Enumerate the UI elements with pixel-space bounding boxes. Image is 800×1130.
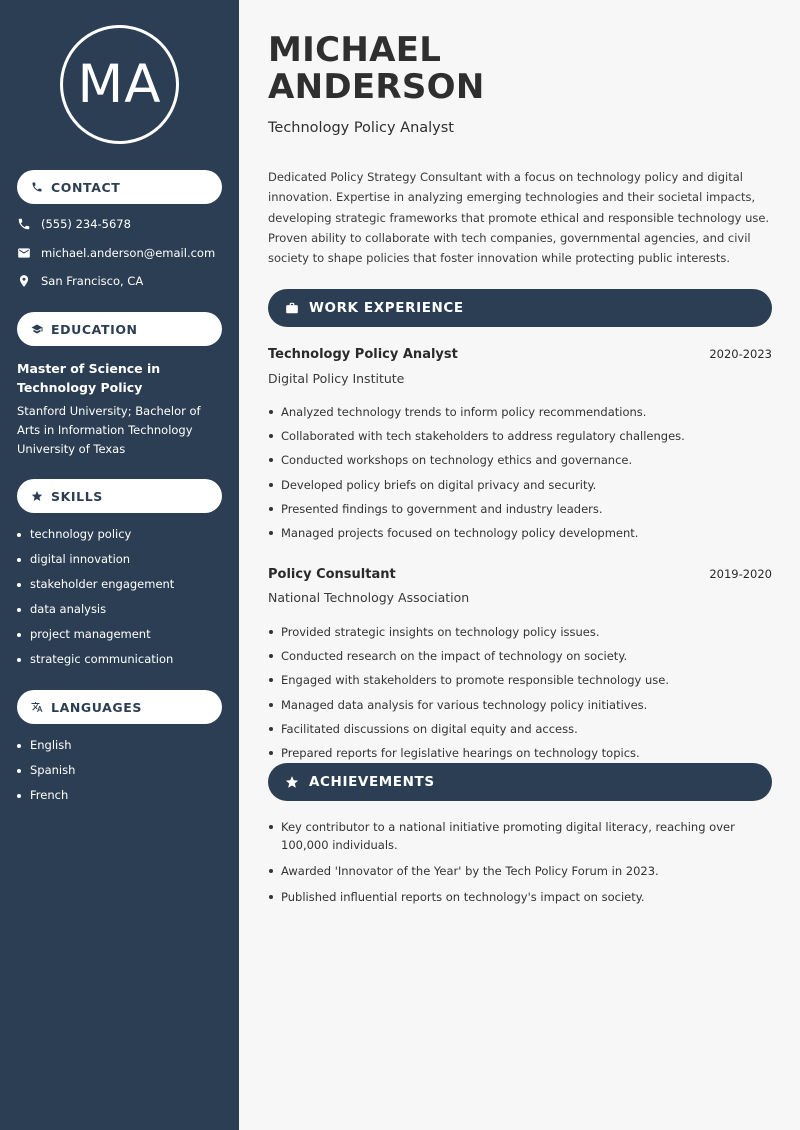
list-item: Key contributor to a national initiative promoting digital literacy, reaching over 100,000 individuals. xyxy=(268,818,772,854)
skills-heading xyxy=(17,479,222,513)
job-1-title: Technology Policy Analyst xyxy=(268,347,458,362)
skill-item: technology policy xyxy=(17,522,174,547)
job-2-dates: 2019-2020 xyxy=(709,567,772,581)
contact-phone xyxy=(17,217,131,231)
work-experience-heading xyxy=(268,289,772,327)
star-icon xyxy=(31,490,43,502)
email-text: michael.anderson@email.com xyxy=(41,246,216,260)
list-item: Engaged with stakeholders to promote responsible technology use. xyxy=(268,668,772,692)
location-text: San Francisco, CA xyxy=(41,274,144,288)
job-title-headline: Technology Policy Analyst xyxy=(268,120,454,136)
languages-heading xyxy=(17,690,222,724)
phone-text: (555) 234-5678 xyxy=(41,217,131,231)
list-item: Managed data analysis for various technology policy initiatives. xyxy=(268,693,772,717)
map-pin-icon xyxy=(17,274,31,288)
skill-item: data analysis xyxy=(17,597,174,622)
list-item: Conducted research on the impact of technology on society. xyxy=(268,644,772,668)
translate-icon xyxy=(31,701,43,713)
achievements-heading-label: ACHIEVEMENTS xyxy=(309,774,435,790)
achievements-heading xyxy=(268,763,772,801)
achievements-list xyxy=(268,818,772,914)
job-1-organization: Digital Policy Institute xyxy=(268,371,405,386)
list-item: Facilitated discussions on digital equity and access. xyxy=(268,717,772,741)
language-item: Spanish xyxy=(17,758,75,783)
star-icon xyxy=(285,775,299,789)
language-item: French xyxy=(17,783,75,808)
contact-location xyxy=(17,274,143,288)
language-item: English xyxy=(17,733,75,758)
skill-item: digital innovation xyxy=(17,547,174,572)
education-degree: Master of Science in Technology Policy xyxy=(17,361,161,395)
work-experience-heading-label: WORK EXPERIENCE xyxy=(309,300,464,316)
list-item: Presented findings to government and industry leaders. xyxy=(268,497,772,521)
list-item: Published influential reports on technology's impact on society. xyxy=(268,888,772,906)
list-item: Analyzed technology trends to inform policy recommendations. xyxy=(268,400,772,424)
phone-icon xyxy=(17,217,31,231)
skill-item: strategic communication xyxy=(17,647,174,672)
list-item: Managed projects focused on technology policy development. xyxy=(268,521,772,545)
list-item: Collaborated with tech stakeholders to address regulatory challenges. xyxy=(268,424,772,448)
envelope-icon xyxy=(17,246,31,260)
list-item: Developed policy briefs on digital privacy and security. xyxy=(268,473,772,497)
languages-heading-label: LANGUAGES xyxy=(51,699,143,715)
list-item: Prepared reports for legislative hearings on technology topics. xyxy=(268,741,772,765)
avatar-initials: MA xyxy=(60,25,179,144)
job-2-organization: National Technology Association xyxy=(268,590,470,605)
graduation-cap-icon xyxy=(31,323,43,335)
languages-list xyxy=(17,733,75,808)
list-item: Conducted workshops on technology ethics and governance. xyxy=(268,448,772,472)
last-name: ANDERSON xyxy=(268,67,485,107)
profile-summary: Dedicated Policy Strategy Consultant with a focus on technology policy and digital innovation. Expertise in analyzing emerging technologies and their societal impacts, developing strategic frameworks that promote ethical and responsible technology use. Proven ability to collaborate with tech companies, governmental agencies, and civil society to shape policies that foster innovation while protecting public interests. xyxy=(268,170,770,266)
first-name: MICHAEL xyxy=(268,30,442,70)
sidebar xyxy=(0,0,239,1130)
education-school: Stanford University; Bachelor of Arts in Information Technology University of Texas xyxy=(17,404,201,456)
job-1-dates: 2020-2023 xyxy=(709,347,772,361)
job-2-title: Policy Consultant xyxy=(268,567,396,582)
list-item: Provided strategic insights on technology policy issues. xyxy=(268,620,772,644)
education-heading xyxy=(17,312,222,346)
contact-heading xyxy=(17,170,222,204)
contact-email xyxy=(17,246,215,260)
contact-heading-label: CONTACT xyxy=(51,179,121,195)
job-2-bullets xyxy=(268,620,772,765)
skill-item: stakeholder engagement xyxy=(17,572,174,597)
skill-item: project management xyxy=(17,622,174,647)
list-item: Awarded 'Innovator of the Year' by the Tech Policy Forum in 2023. xyxy=(268,862,772,880)
phone-icon xyxy=(31,181,43,193)
skills-heading-label: SKILLS xyxy=(51,488,103,504)
education-heading-label: EDUCATION xyxy=(51,321,138,337)
full-name xyxy=(268,32,768,106)
skills-list xyxy=(17,522,174,672)
briefcase-icon xyxy=(285,301,299,315)
job-1-bullets xyxy=(268,400,772,545)
